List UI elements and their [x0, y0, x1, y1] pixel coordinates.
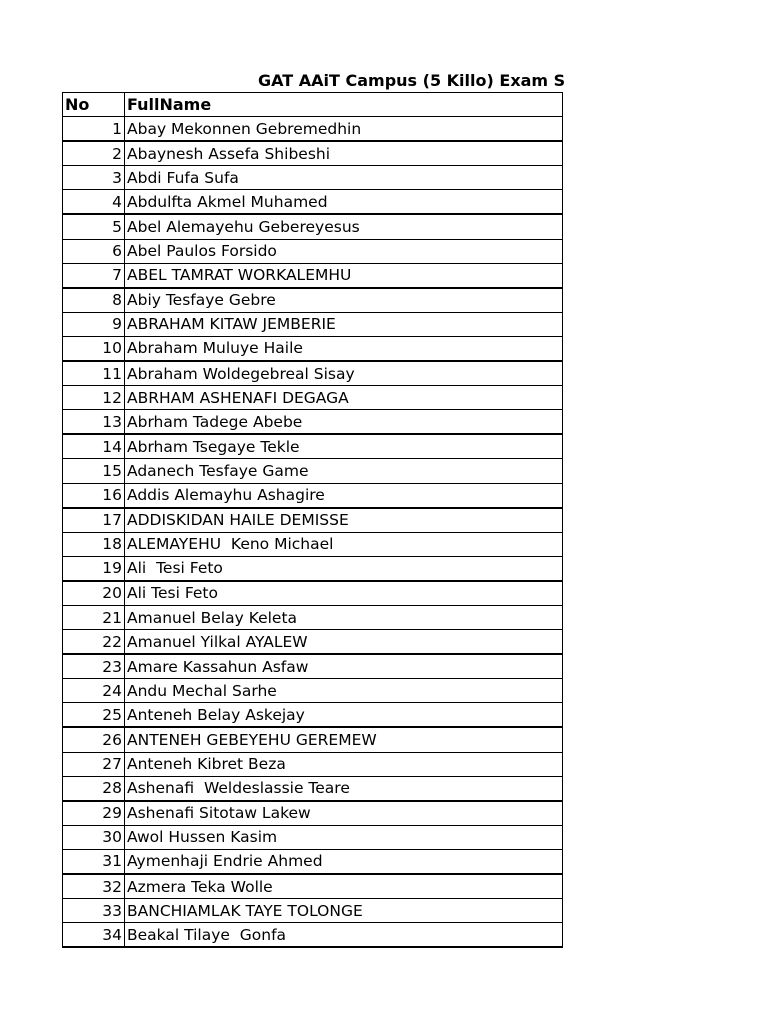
table-row — [63, 483, 563, 508]
row-number: 3 — [63, 166, 125, 190]
full-name: Ali Tesi Feto — [125, 556, 563, 581]
row-number: 1 — [63, 117, 125, 142]
full-name: ALEMAYEHU Keno Michael — [125, 532, 563, 556]
table-row — [63, 556, 563, 581]
full-name: Ali Tesi Feto — [125, 581, 563, 606]
row-number: 26 — [63, 727, 125, 752]
table-row — [63, 508, 563, 533]
table-row — [63, 263, 563, 288]
full-name: Beakal Tilaye Gonfa — [125, 923, 563, 948]
full-name: Abel Alemayehu Gebereyesus — [125, 214, 563, 239]
column-header-no: No — [63, 93, 125, 117]
row-number: 31 — [63, 849, 125, 874]
row-number: 29 — [63, 801, 125, 826]
table-row — [63, 532, 563, 556]
table-row — [63, 166, 563, 190]
table-header-row — [63, 93, 563, 117]
full-name: Azmera Teka Wolle — [125, 874, 563, 899]
row-number: 20 — [63, 581, 125, 606]
table-row — [63, 727, 563, 752]
full-name: Abaynesh Assefa Shibeshi — [125, 141, 563, 166]
full-name: Amare Kassahun Asfaw — [125, 654, 563, 679]
table-row — [63, 141, 563, 166]
student-roster-table — [62, 92, 563, 948]
table-row — [63, 752, 563, 776]
full-name: Addis Alemayhu Ashagire — [125, 483, 563, 508]
full-name: ADDISKIDAN HAILE DEMISSE — [125, 508, 563, 533]
row-number: 27 — [63, 752, 125, 776]
row-number: 21 — [63, 605, 125, 629]
table-row — [63, 117, 563, 142]
row-number: 28 — [63, 776, 125, 801]
row-number: 22 — [63, 630, 125, 655]
table-row — [63, 239, 563, 263]
row-number: 24 — [63, 679, 125, 703]
full-name: Ashenafi Weldeslassie Teare — [125, 776, 563, 801]
row-number: 12 — [63, 386, 125, 410]
table-row — [63, 361, 563, 386]
row-number: 2 — [63, 141, 125, 166]
row-number: 15 — [63, 459, 125, 483]
table-body — [63, 117, 563, 948]
table-row — [63, 214, 563, 239]
table-row — [63, 654, 563, 679]
row-number: 25 — [63, 703, 125, 728]
table-row — [63, 703, 563, 728]
table-row — [63, 386, 563, 410]
row-number: 32 — [63, 874, 125, 899]
row-number: 18 — [63, 532, 125, 556]
table-row — [63, 459, 563, 483]
document-title: GAT AAiT Campus (5 Killo) Exam S — [258, 71, 566, 90]
table-row — [63, 776, 563, 801]
table-row — [63, 434, 563, 459]
full-name: Abrham Tadege Abebe — [125, 410, 563, 435]
full-name: ABEL TAMRAT WORKALEMHU — [125, 263, 563, 288]
table-row — [63, 630, 563, 655]
row-number: 14 — [63, 434, 125, 459]
table-row — [63, 605, 563, 629]
row-number: 33 — [63, 899, 125, 923]
full-name: Abay Mekonnen Gebremedhin — [125, 117, 563, 142]
table-row — [63, 825, 563, 849]
table-row — [63, 190, 563, 215]
full-name: ANTENEH GEBEYEHU GEREMEW — [125, 727, 563, 752]
row-number: 16 — [63, 483, 125, 508]
full-name: Awol Hussen Kasim — [125, 825, 563, 849]
row-number: 8 — [63, 288, 125, 313]
table-row — [63, 288, 563, 313]
full-name: Anteneh Kibret Beza — [125, 752, 563, 776]
full-name: Amanuel Yilkal AYALEW — [125, 630, 563, 655]
row-number: 4 — [63, 190, 125, 215]
row-number: 10 — [63, 336, 125, 361]
full-name: Adanech Tesfaye Game — [125, 459, 563, 483]
row-number: 13 — [63, 410, 125, 435]
row-number: 5 — [63, 214, 125, 239]
full-name: Abraham Muluye Haile — [125, 336, 563, 361]
full-name: Aymenhaji Endrie Ahmed — [125, 849, 563, 874]
table-row — [63, 874, 563, 899]
table-row — [63, 410, 563, 435]
full-name: Abel Paulos Forsido — [125, 239, 563, 263]
row-number: 30 — [63, 825, 125, 849]
row-number: 23 — [63, 654, 125, 679]
full-name: Abrham Tsegaye Tekle — [125, 434, 563, 459]
full-name: ABRAHAM KITAW JEMBERIE — [125, 312, 563, 336]
full-name: Abraham Woldegebreal Sisay — [125, 361, 563, 386]
full-name: ABRHAM ASHENAFI DEGAGA — [125, 386, 563, 410]
full-name: Andu Mechal Sarhe — [125, 679, 563, 703]
full-name: Abdulfta Akmel Muhamed — [125, 190, 563, 215]
full-name: BANCHIAMLAK TAYE TOLONGE — [125, 899, 563, 923]
table-row — [63, 923, 563, 948]
table-row — [63, 312, 563, 336]
row-number: 6 — [63, 239, 125, 263]
row-number: 17 — [63, 508, 125, 533]
row-number: 19 — [63, 556, 125, 581]
row-number: 34 — [63, 923, 125, 948]
full-name: Abiy Tesfaye Gebre — [125, 288, 563, 313]
full-name: Amanuel Belay Keleta — [125, 605, 563, 629]
row-number: 9 — [63, 312, 125, 336]
column-header-fullname: FullName — [125, 93, 563, 117]
table-row — [63, 336, 563, 361]
table-row — [63, 899, 563, 923]
table-row — [63, 849, 563, 874]
full-name: Ashenafi Sitotaw Lakew — [125, 801, 563, 826]
full-name: Anteneh Belay Askejay — [125, 703, 563, 728]
table-row — [63, 801, 563, 826]
table-row — [63, 581, 563, 606]
row-number: 11 — [63, 361, 125, 386]
row-number: 7 — [63, 263, 125, 288]
table-row — [63, 679, 563, 703]
full-name: Abdi Fufa Sufa — [125, 166, 563, 190]
